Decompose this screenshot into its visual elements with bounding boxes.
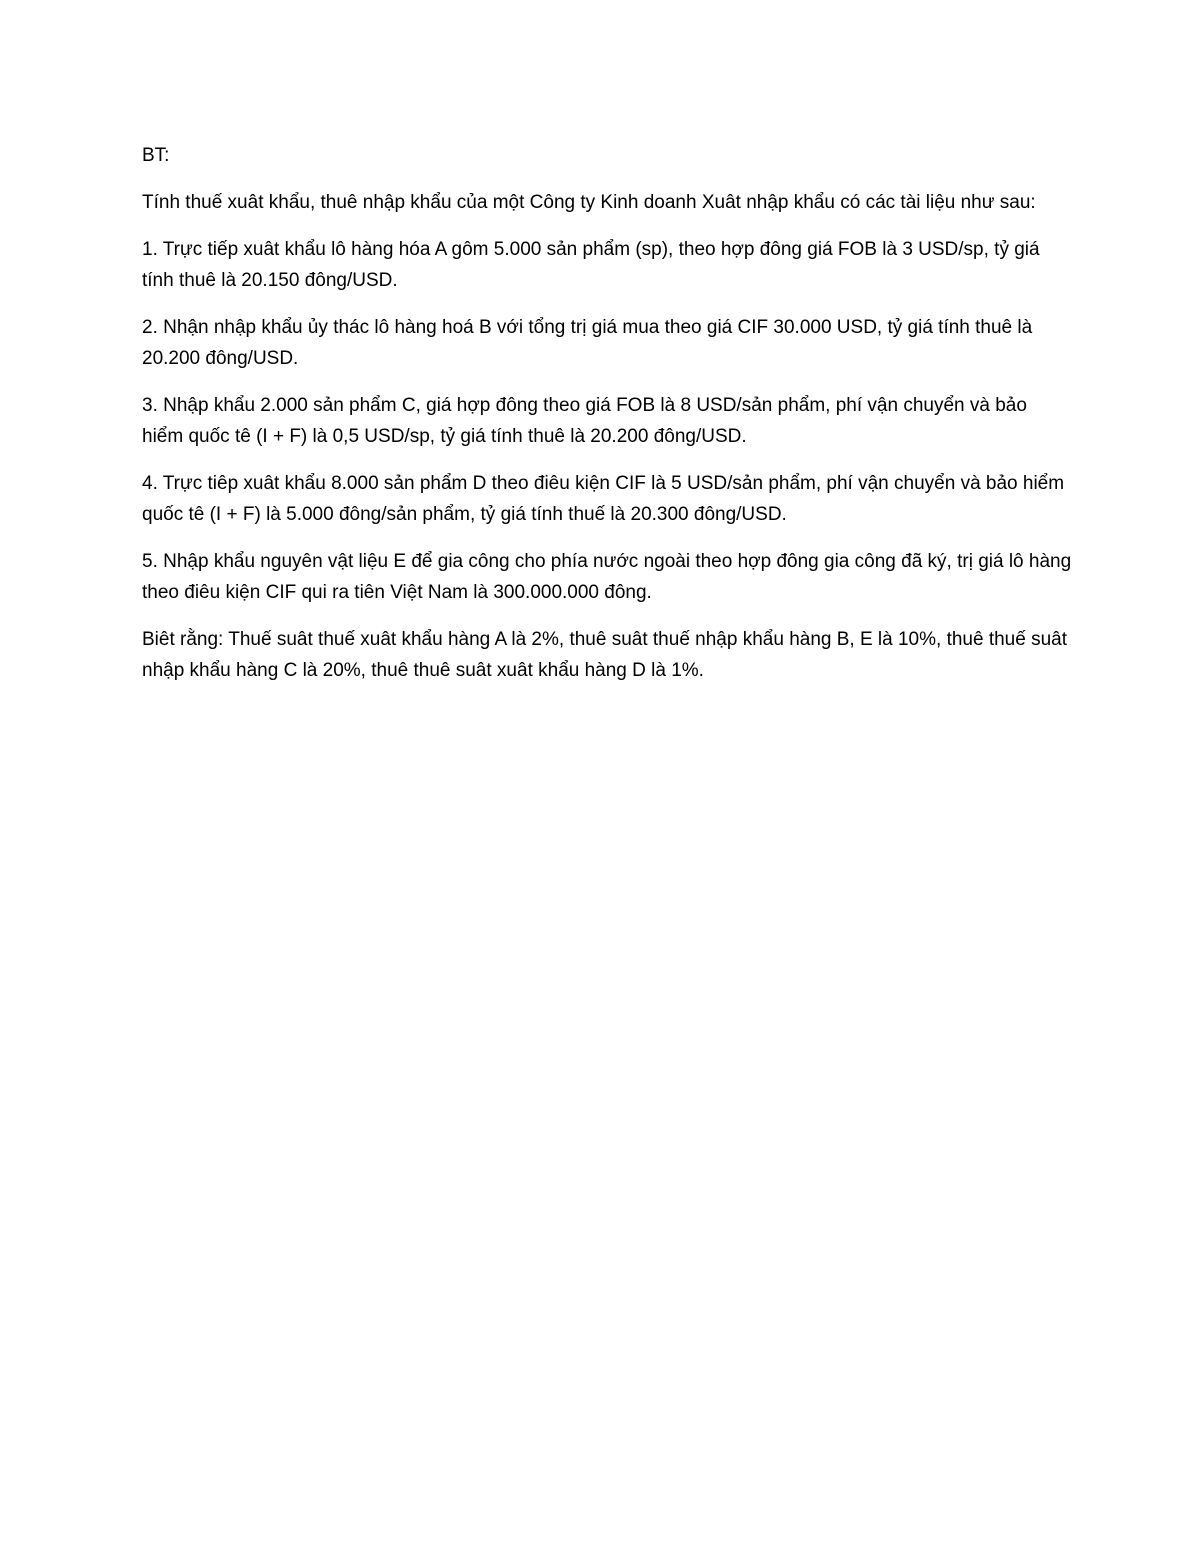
item-5: 5. Nhập khẩu nguyên vật liệu E để gia công cho phía nước ngoài theo hợp đông gia công đã ký, trị giá lô hàng theo điêu kiện CIF qui ra tiên Việt Nam là 300.000.000 đông. bbox=[142, 551, 1072, 603]
note-paragraph: Biêt rằng: Thuế suât thuế xuât khẩu hàng A là 2%, thuê suât thuế nhập khẩu hàng B, E là 10%, thuê thuế suât nhập khẩu hàng C là 20%, thuê thuê suât xuât khẩu hàng D là 1%. bbox=[142, 629, 1067, 681]
document-content bbox=[142, 140, 1072, 702]
item-4: 4. Trực tiêp xuât khẩu 8.000 sản phẩm D theo điêu kiện CIF là 5 USD/sản phẩm, phí vận chuyển và bảo hiểm quốc tê (I + F) là 5.000 đông/sản phẩm, tỷ giá tính thuế là 20.300 đông/USD. bbox=[142, 473, 1065, 525]
item-3: 3. Nhập khẩu 2.000 sản phẩm C, giá hợp đông theo giá FOB là 8 USD/sản phẩm, phí vận chuyển và bảo hiểm quốc tê (I + F) là 0,5 USD/sp, tỷ giá tính thuê là 20.200 đông/USD. bbox=[142, 395, 1027, 447]
item-2: 2. Nhận nhập khẩu ủy thác lô hàng hoá B với tổng trị giá mua theo giá CIF 30.000 USD, tỷ giá tính thuê là 20.200 đông/USD. bbox=[142, 317, 1033, 369]
item-1: 1. Trực tiếp xuât khẩu lô hàng hóa A gôm 5.000 sản phẩm (sp), theo hợp đông giá FOB là 3 USD/sp, tỷ giá tính thuê là 20.150 đông/USD. bbox=[142, 239, 1040, 291]
intro-paragraph: Tính thuế xuât khẩu, thuê nhập khẩu của một Công ty Kinh doanh Xuât nhập khẩu có các tài liệu như sau: bbox=[142, 192, 1036, 213]
heading: BT: bbox=[142, 145, 170, 166]
